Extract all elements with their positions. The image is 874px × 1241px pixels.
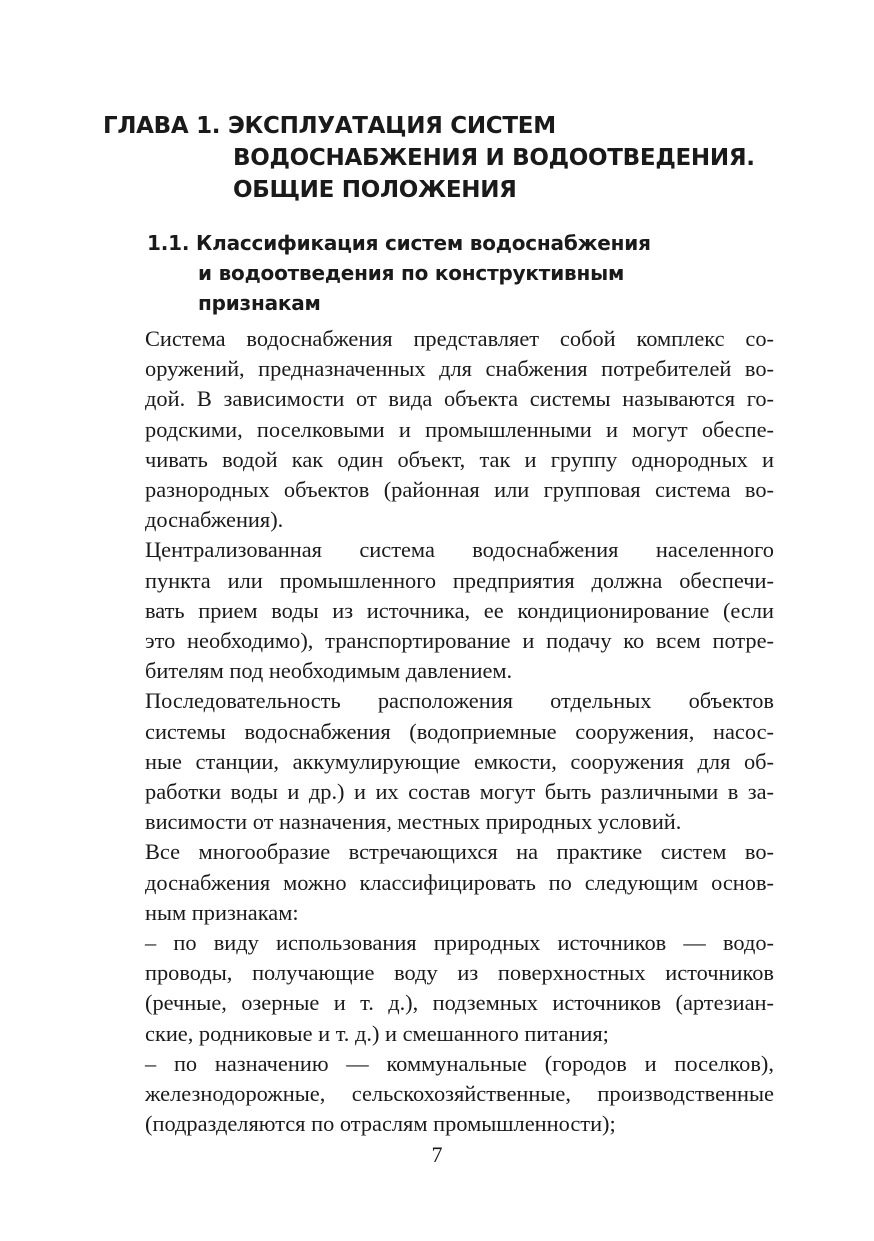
section-heading-line: и водоотведения по конструктивным bbox=[198, 261, 625, 285]
text-line: – по виду использования природных источников — водо- bbox=[145, 930, 774, 956]
text-line: вать прием воды из источника, ее кондиционирование (если bbox=[145, 597, 774, 623]
text-line: ным признакам: bbox=[145, 899, 299, 925]
section-heading-line: 1.1. Классификация систем водоснабжения bbox=[147, 231, 651, 255]
section-heading-line: признакам bbox=[198, 291, 321, 315]
text-line: ные станции, аккумулирующие емкости, сооружения для об- bbox=[145, 748, 774, 774]
text-line: дой. В зависимости от вида объекта системы называются го- bbox=[145, 386, 774, 412]
text-line: доснабжения). bbox=[145, 507, 284, 533]
text-line: пункта или промышленного предприятия должна обеспечи- bbox=[145, 567, 774, 593]
list-item bbox=[101, 1049, 774, 1140]
text-line: (речные, озерные и т. д.), подземных источников (артезиан- bbox=[145, 990, 774, 1016]
text-line: чивать водой как один объект, так и группу однородных и bbox=[145, 446, 774, 472]
text-line: бителям под необходимым давлением. bbox=[145, 658, 513, 684]
text-line: Последовательность расположения отдельных объектов bbox=[145, 688, 774, 714]
body-text bbox=[101, 324, 774, 1139]
text-line: это необходимо), транспортирование и подачу ко всем потре- bbox=[145, 628, 774, 654]
page-number: 7 bbox=[431, 1142, 443, 1167]
chapter-heading-line: ОБЩИЕ ПОЛОЖЕНИЯ bbox=[233, 177, 517, 203]
chapter-heading bbox=[103, 110, 803, 206]
text-line: Система водоснабжения представляет собой комплекс со- bbox=[145, 326, 774, 351]
text-line: родскими, поселковыми и промышленными и могут обеспе- bbox=[145, 416, 774, 442]
chapter-heading-line: ГЛАВА 1. ЭКСПЛУАТАЦИЯ СИСТЕМ bbox=[103, 113, 556, 139]
text-line: – по назначению — коммунальные (городов и поселков), bbox=[145, 1050, 774, 1076]
paragraph bbox=[101, 324, 774, 535]
text-line: доснабжения можно классифицировать по следующим основ- bbox=[145, 869, 774, 895]
text-line: Централизованная система водоснабжения населенного bbox=[145, 537, 774, 563]
text-line: разнородных объектов (районная или групповая система во- bbox=[145, 477, 774, 503]
text-line: ские, родниковые и т. д.) и смешанного питания; bbox=[145, 1020, 609, 1046]
paragraph bbox=[101, 686, 774, 837]
text-line: оружений, предназначенных для снабжения потребителей во- bbox=[145, 356, 774, 382]
text-line: висимости от назначения, местных природных условий. bbox=[145, 809, 682, 835]
section-heading bbox=[147, 228, 787, 318]
text-line: (подразделяются по отраслям промышленности); bbox=[145, 1111, 616, 1137]
text-line: железнодорожные, сельскохозяйственные, производственные bbox=[145, 1081, 774, 1107]
text-line: системы водоснабжения (водоприемные сооружения, насос- bbox=[145, 718, 774, 744]
paragraph bbox=[101, 535, 774, 686]
list-item bbox=[101, 928, 774, 1049]
text-line: Все многообразие встречающихся на практике систем во- bbox=[145, 839, 774, 865]
text-line: работки воды и др.) и их состав могут быть различными в за- bbox=[145, 779, 774, 805]
text-line: проводы, получающие воду из поверхностных источников bbox=[145, 960, 774, 986]
chapter-heading-line: ВОДОСНАБЖЕНИЯ И ВОДООТВЕДЕНИЯ. bbox=[233, 145, 755, 171]
paragraph bbox=[101, 837, 774, 928]
